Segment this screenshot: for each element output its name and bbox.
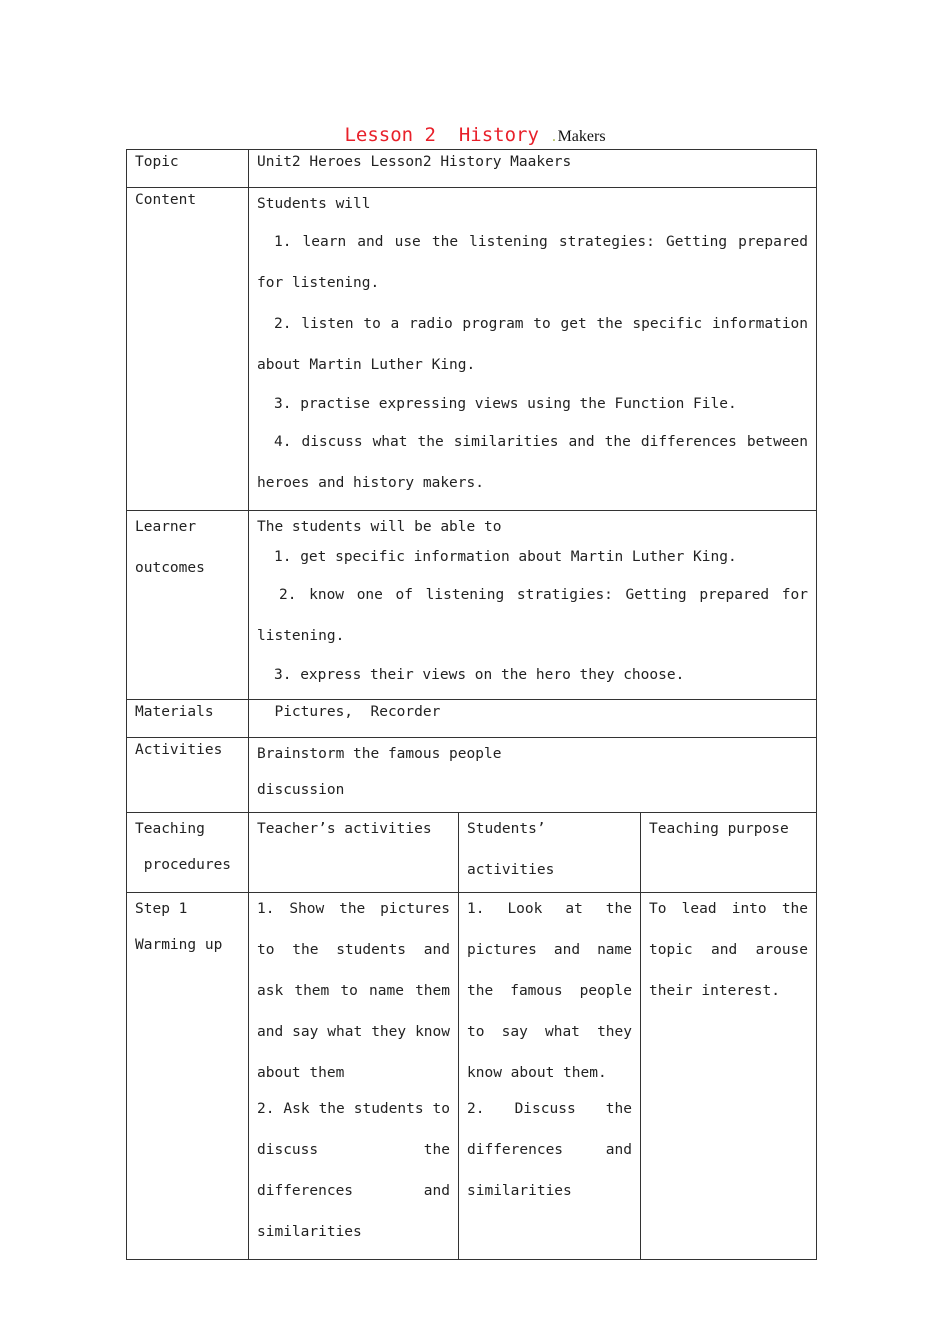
topic-label: Topic bbox=[127, 150, 249, 188]
outcomes-item-1: 1. get specific information about Martin Luther King. bbox=[274, 549, 737, 565]
title-main: Lesson 2 History bbox=[344, 124, 551, 146]
row-content bbox=[127, 188, 817, 511]
materials-value: Pictures, Recorder bbox=[249, 700, 817, 738]
step1-teacher-1: 1. Show the pictures to the students and ask them to name them and say what they know about them bbox=[257, 901, 450, 1081]
header-teaching-purpose: Teaching purpose bbox=[641, 813, 817, 893]
title-dot-mark: . bbox=[550, 130, 558, 144]
step1-students-2: 2. Discuss the differences and similarities bbox=[467, 1101, 632, 1199]
step1-students bbox=[459, 893, 641, 1260]
step1-teacher-2: 2. Ask the students to discuss the differences and similarities bbox=[257, 1101, 450, 1240]
step1-teacher bbox=[249, 893, 459, 1260]
document-title bbox=[0, 124, 950, 146]
content-item-1: 1. learn and use the listening strategies: Getting prepared for listening. bbox=[257, 234, 809, 291]
content-intro: Students will bbox=[257, 196, 371, 212]
outcomes-intro: The students will be able to bbox=[257, 519, 502, 535]
outcomes-item-2: 2. know one of listening stratigies: Getting prepared for listening. bbox=[257, 587, 809, 644]
content-item-2: 2. listen to a radio program to get the specific information about Martin Luther King. bbox=[257, 316, 809, 373]
row-outcomes bbox=[127, 511, 817, 700]
materials-label: Materials bbox=[127, 700, 249, 738]
step1-students-1: 1. Look at the pictures and name the famous people to say what they know about them. bbox=[467, 901, 632, 1081]
header-students-activities: Students’ activities bbox=[459, 813, 641, 893]
content-item-4: 4. discuss what the similarities and the differences between heroes and history makers. bbox=[257, 434, 809, 491]
content-item-3: 3. practise expressing views using the Function File. bbox=[274, 396, 737, 412]
row-procedures-header bbox=[127, 813, 817, 893]
title-sub: Makers bbox=[557, 128, 606, 145]
step1-purpose: To lead into the topic and arouse their interest. bbox=[641, 893, 817, 1260]
topic-value: Unit2 Heroes Lesson2 History Maakers bbox=[249, 150, 817, 188]
procedures-label: Teaching procedures bbox=[127, 813, 249, 893]
activities-label: Activities bbox=[127, 738, 249, 813]
row-materials bbox=[127, 700, 817, 738]
row-topic bbox=[127, 150, 817, 188]
step1-label: Step 1 Warming up bbox=[127, 893, 249, 1260]
outcomes-item-3: 3. express their views on the hero they choose. bbox=[274, 667, 685, 683]
content-label: Content bbox=[127, 188, 249, 511]
row-activities bbox=[127, 738, 817, 813]
content-value bbox=[249, 188, 817, 511]
row-step1 bbox=[127, 893, 817, 1260]
outcomes-value bbox=[249, 511, 817, 700]
lesson-plan-table bbox=[126, 149, 817, 1260]
outcomes-label: Learner outcomes bbox=[127, 511, 249, 700]
header-teacher-activities: Teacher’s activities bbox=[249, 813, 459, 893]
activities-value: Brainstorm the famous people discussion bbox=[249, 738, 817, 813]
